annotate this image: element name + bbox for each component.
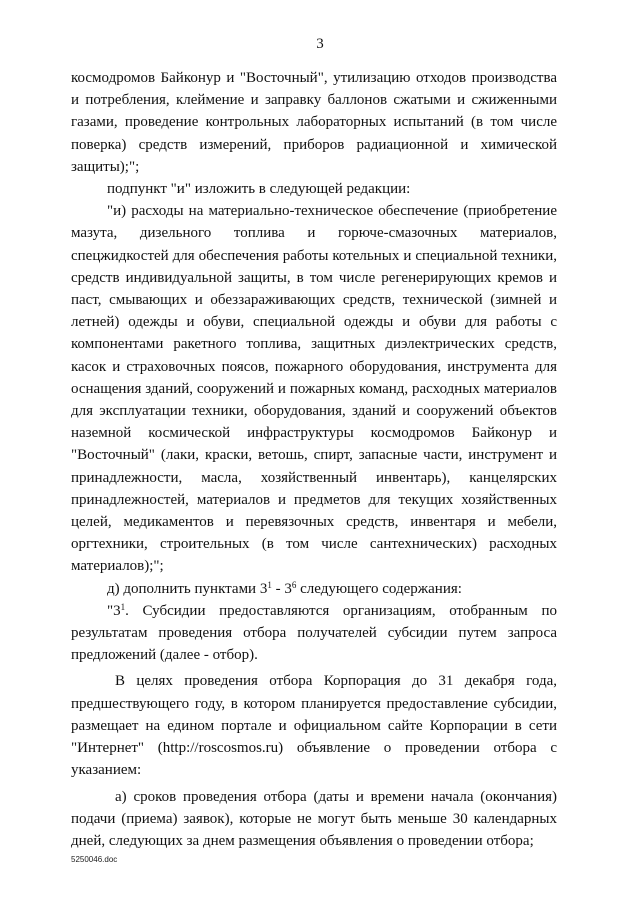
- paragraph-3: "и) расходы на материально-техническое обеспечение (приобретение мазута, дизельного топлива и горюче-смазочных материалов, спецжидкостей для обеспечения работы котельных и специальной техники, средств индивидуальной защиты, в том числе регенерирующих кремов и паст, смывающих и обеззараживающих средств, технической (зимней и летней) одежды и обуви, специальной одежды и обуви для работы с компонентами ракетного топлива, защитных диэлектрических средств, касок и страховочных поясов, пожарного оборудования, инструмента для оснащения зданий, сооружений и пожарных команд, расходных материалов для эксплуатации техники, оборудования, зданий и сооружений объектов наземной космической инфраструктуры космодромов Байконур и "Восточный" (лаки, краски, ветошь, спирт, запасные части, инструмент и принадлежности, масла, хозяйственный инвентарь), канцелярских принадлежностей, материалов и предметов для текущих хозяйственных целей, медикаментов и перевязочных средств, инвентаря и мебели, оргтехники, строительных (в том числе сантехнических) расходных материалов);";: [71, 203, 557, 575]
- paragraph-1: космодромов Байконур и "Восточный", утилизацию отходов производства и потребления, клеймение и заправку баллонов сжатыми и сжиженными газами, проведение контрольных лабораторных испытаний (в том числе поверка) средств измерений, приборов радиационной и химической защиты);";: [71, 70, 557, 175]
- paragraph-5: "$3^1$. Субсидии предоставляются организациям, отобранным по результатам проведения отбора получателей субсидии путем запроса предложений (далее - отбор).: [71, 601, 557, 664]
- paragraph-2: подпункт "и" изложить в следующей редакции:: [107, 181, 411, 198]
- page-number: 3: [316, 36, 324, 52]
- paragraph-7: а) сроков проведения отбора (даты и времени начала (окончания) подачи (приема) заявок), которые не могут быть меньше 30 календарных дней, следующих за днем размещения объявления о проведении отбора;: [71, 788, 557, 849]
- paragraph-4: д) дополнить пунктами $3^1 - 3^6$ следующего содержания:: [107, 579, 462, 597]
- file-name-footer: 5250046.doc: [71, 855, 118, 864]
- document-body: [71, 67, 557, 852]
- paragraph-6: В целях проведения отбора Корпорация до 31 декабря года, предшествующего году, в котором планируется предоставление субсидии, размещает на едином портале и официальном сайте Корпорации в сети "Интернет" (http://roscosmos.ru) объявление о проведении отбора с указанием:: [71, 673, 557, 779]
